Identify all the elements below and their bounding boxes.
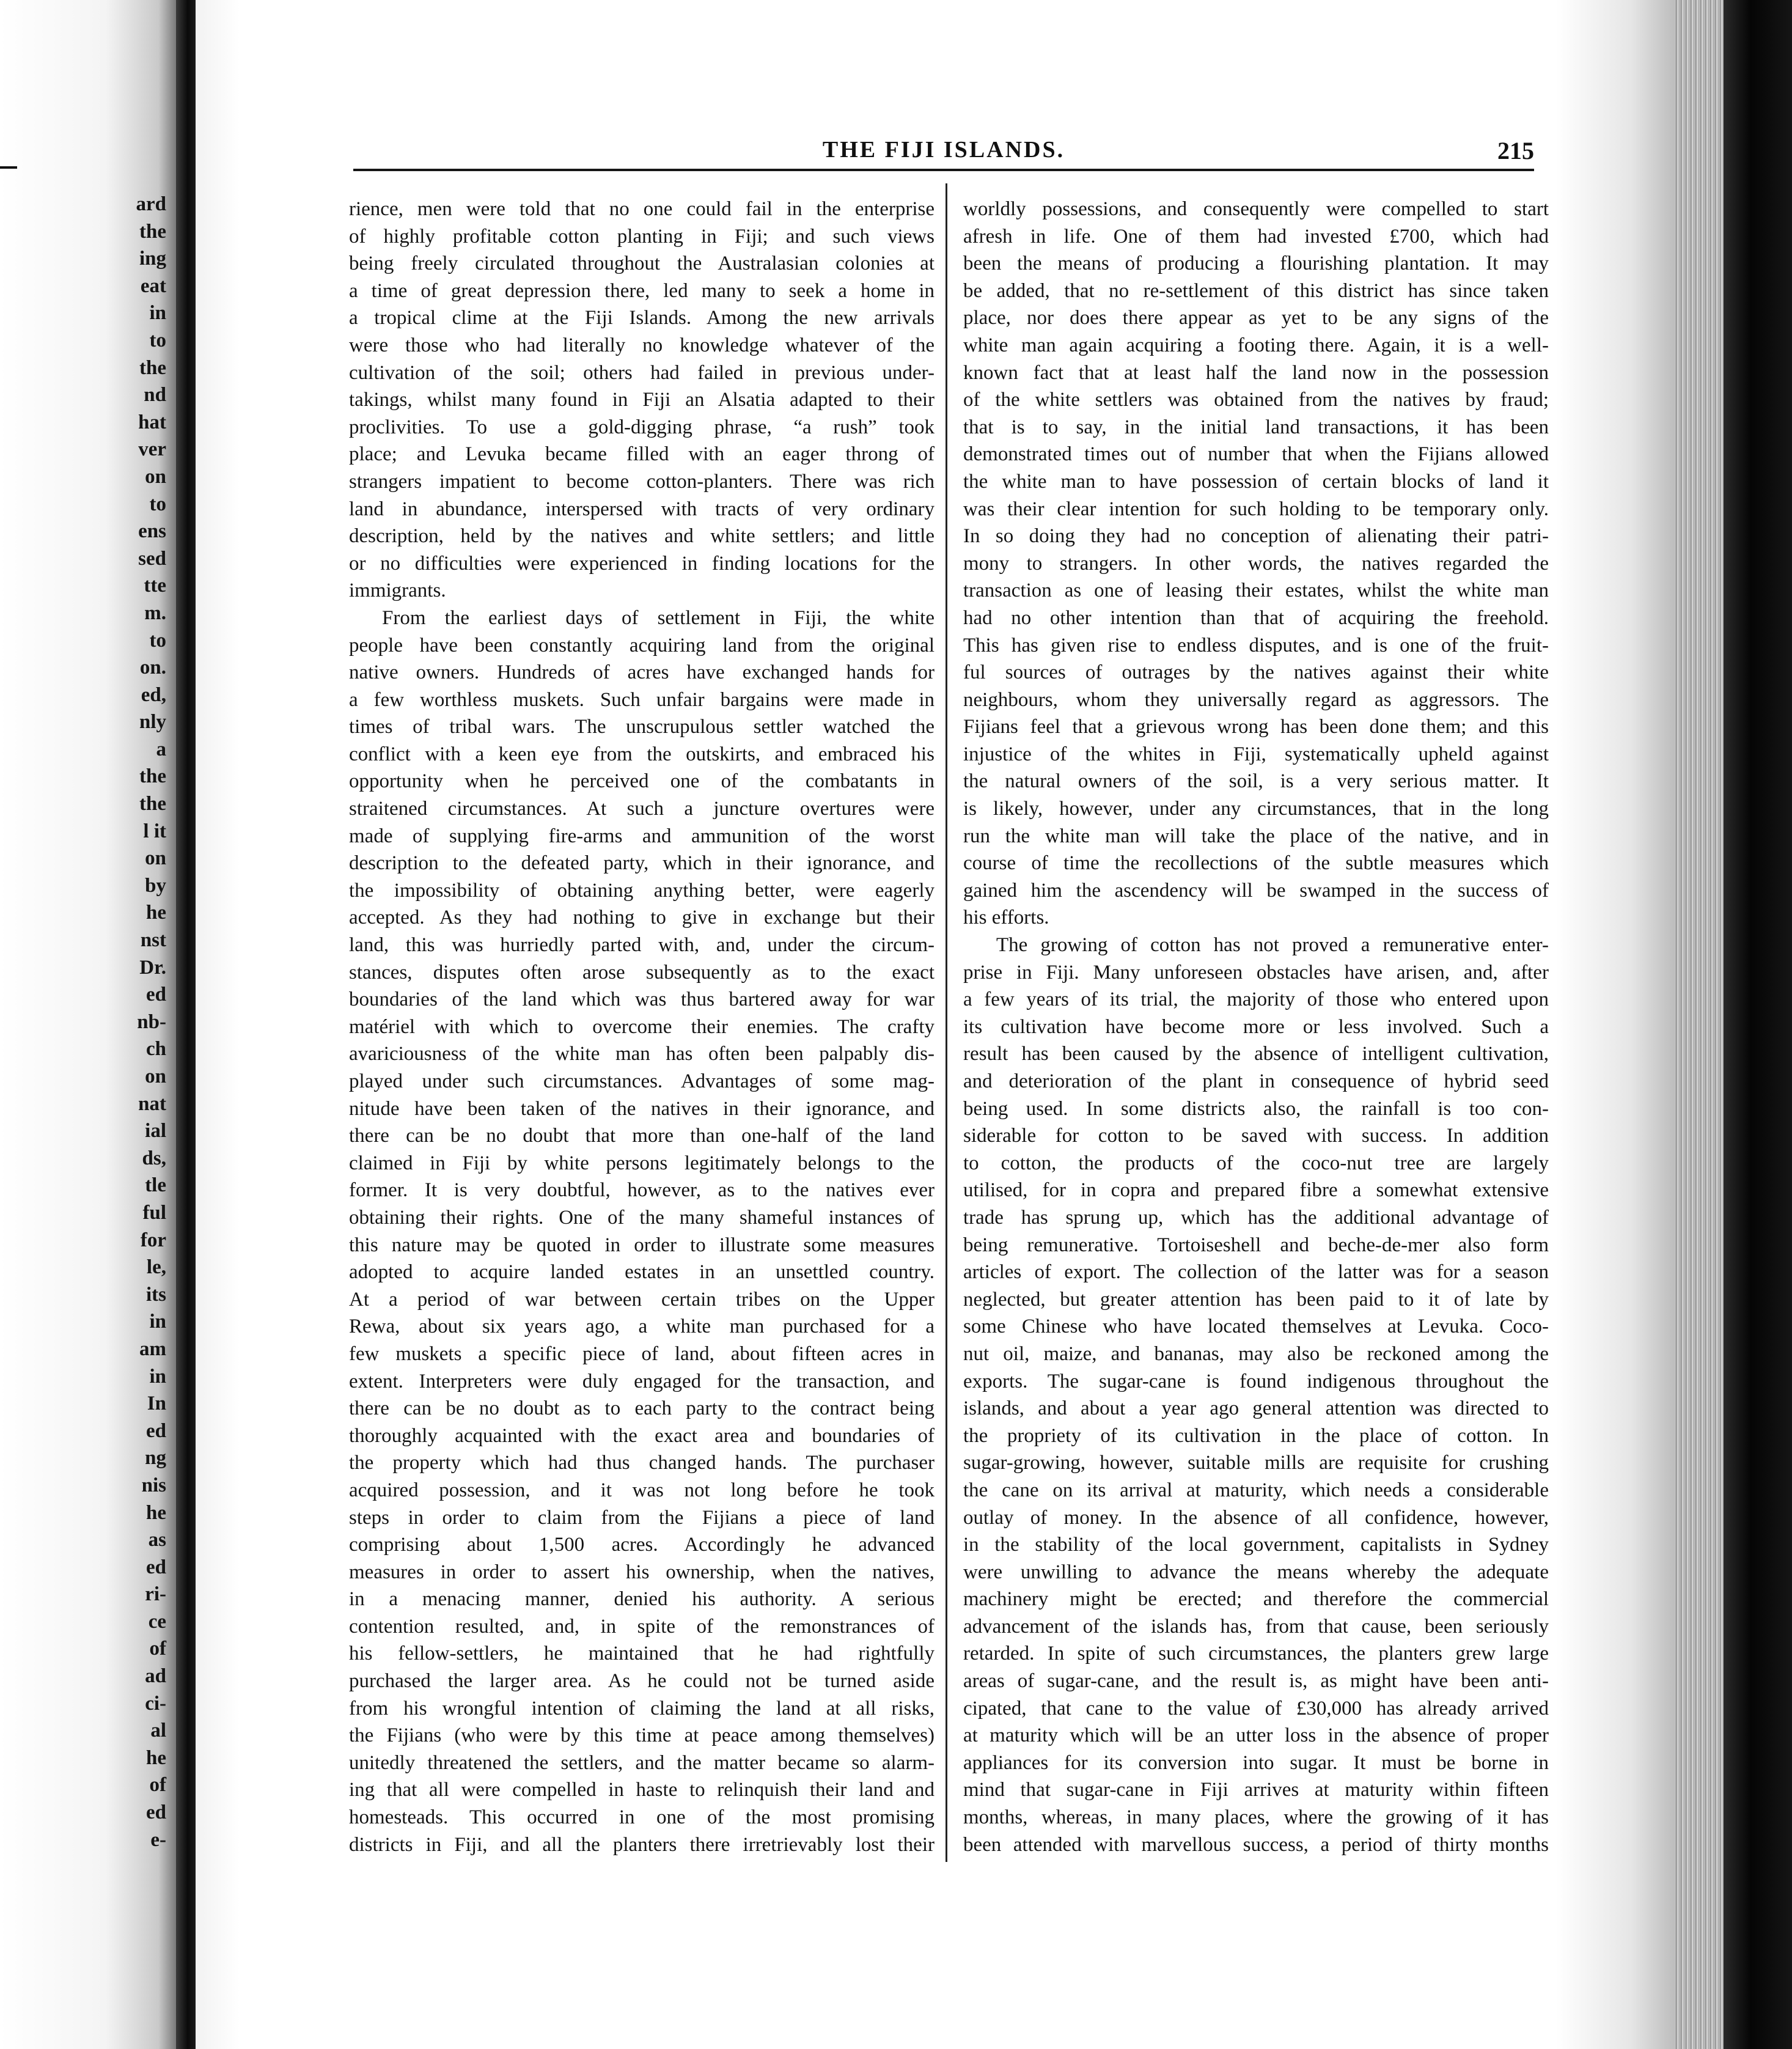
header-rule bbox=[353, 169, 1534, 171]
facing-page-fragment: ce bbox=[148, 1610, 166, 1633]
facing-page-fragment: on. bbox=[139, 657, 166, 679]
text-line: islands, and about a year ago general attention was directed to bbox=[963, 1397, 1549, 1420]
facing-page-fragment: for bbox=[140, 1229, 166, 1251]
text-line: at maturity which will be an utter loss in the absence of proper bbox=[963, 1724, 1549, 1747]
text-line: cultivation of the soil; others had failed in previous under- bbox=[349, 361, 935, 384]
facing-page-fragment: nat bbox=[138, 1092, 166, 1115]
facing-page-fragment: on bbox=[145, 1065, 166, 1087]
facing-page-fragment: Dr. bbox=[139, 956, 166, 979]
text-line: being freely circulated throughout the Australasian colonies at bbox=[349, 252, 935, 275]
facing-page-fragment: in bbox=[149, 1365, 166, 1388]
text-line: being remunerative. Tortoiseshell and beche-de-mer also form bbox=[963, 1234, 1549, 1256]
facing-page-fragment: to bbox=[149, 329, 166, 351]
text-line: course of time the recollections of the subtle measures which bbox=[963, 852, 1549, 875]
text-line: neighbours, whom they universally regard as aggressors. The bbox=[963, 688, 1549, 711]
facing-page-fragment: ful bbox=[142, 1201, 166, 1224]
text-line: place; and Levuka became filled with an eager throng of bbox=[349, 443, 935, 466]
text-line: its cultivation have become more or less involved. Such a bbox=[963, 1015, 1549, 1038]
text-line: a tropical clime at the Fiji Islands. Among the new arrivals bbox=[349, 307, 935, 329]
text-line: cipated, that cane to the value of £30,000 has already arrived bbox=[963, 1697, 1549, 1720]
text-line: unitedly threatened the settlers, and the matter became so alarm- bbox=[349, 1751, 935, 1774]
text-line: Rewa, about six years ago, a white man purchased for a bbox=[349, 1315, 935, 1338]
facing-page-fragment: In bbox=[147, 1392, 166, 1415]
text-line: the impossibility of obtaining anything better, were eagerly bbox=[349, 879, 935, 902]
text-line: of highly profitable cotton planting in Fiji; and such views bbox=[349, 225, 935, 248]
facing-page-fragment: as bbox=[148, 1529, 166, 1551]
facing-page-fragment: m. bbox=[144, 601, 166, 624]
text-line: This has given rise to endless disputes, and is one of the fruit- bbox=[963, 634, 1549, 657]
facing-page-fragment: e- bbox=[150, 1828, 166, 1851]
text-line: exports. The sugar-cane is found indigenous throughout the bbox=[963, 1370, 1549, 1392]
facing-page-fragment: le, bbox=[146, 1256, 166, 1279]
facing-page-fragment: ch bbox=[146, 1038, 166, 1061]
facing-page-fragment: ed bbox=[146, 1419, 166, 1442]
text-line: the Fijians (who were by this time at peace among themselves) bbox=[349, 1724, 935, 1747]
text-line: land, this was hurriedly parted with, and, under the circum- bbox=[349, 934, 935, 957]
facing-page-fragment: the bbox=[139, 356, 166, 379]
facing-page-fragment: ed bbox=[146, 1556, 166, 1578]
text-line: white man again acquiring a footing there. Again, it is a well- bbox=[963, 334, 1549, 356]
facing-page-fragment: hat bbox=[138, 411, 166, 433]
text-line: had no other intention than that of acquiring the freehold. bbox=[963, 606, 1549, 629]
text-line: strangers impatient to become cotton-planters. There was rich bbox=[349, 470, 935, 493]
facing-page-fragment: the bbox=[139, 765, 166, 788]
text-line: trade has sprung up, which has the additional advantage of bbox=[963, 1206, 1549, 1229]
facing-page-fragment: to bbox=[149, 493, 166, 515]
text-line: injustice of the whites in Fiji, systematically upheld against bbox=[963, 743, 1549, 765]
facing-page-fragment: eat bbox=[140, 274, 166, 297]
facing-page-fragment: a bbox=[156, 738, 166, 760]
facing-page-fragment: tte bbox=[144, 575, 166, 597]
facing-page-fragment: he bbox=[146, 1501, 166, 1524]
text-line: to cotton, the products of the coco-nut tree are largely bbox=[963, 1152, 1549, 1174]
text-line: in a menacing manner, denied his authority. A serious bbox=[349, 1588, 935, 1611]
text-line: his efforts. bbox=[963, 907, 1049, 929]
text-line: straitened circumstances. At such a juncture overtures were bbox=[349, 798, 935, 820]
book-spine bbox=[1724, 0, 1792, 2049]
facing-page-fragment: ed bbox=[146, 984, 166, 1006]
text-line: neglected, but greater attention has been paid to it of late by bbox=[963, 1288, 1549, 1311]
facing-page-fragment: l it bbox=[143, 820, 166, 842]
text-line: mony to strangers. In other words, the natives regarded the bbox=[963, 552, 1549, 575]
facing-page-fragment: tle bbox=[145, 1174, 166, 1197]
text-line: avariciousness of the white man has often been palpably dis- bbox=[349, 1043, 935, 1065]
facing-page-fragment: am bbox=[139, 1337, 166, 1360]
text-line: transaction as one of leasing their estates, whilst the white man bbox=[963, 579, 1549, 602]
text-line: description to the defeated party, which in their ignorance, and bbox=[349, 852, 935, 875]
text-line: accepted. As they had nothing to give in exchange but their bbox=[349, 907, 935, 929]
facing-page-fragment: nly bbox=[139, 711, 166, 734]
facing-page-fragment: the bbox=[139, 793, 166, 815]
text-line: being used. In some districts also, the rainfall is too con- bbox=[963, 1097, 1549, 1120]
text-line: is likely, however, under any circumstances, that in the long bbox=[963, 798, 1549, 820]
text-line: sugar-growing, however, suitable mills are requisite for crushing bbox=[963, 1452, 1549, 1474]
facing-page-text-fragments bbox=[136, 191, 167, 1853]
text-line: prise in Fiji. Many unforeseen obstacles have arisen, and, after bbox=[963, 961, 1549, 984]
text-line: The growing of cotton has not proved a remunerative enter- bbox=[996, 934, 1549, 957]
facing-page-fragment: in bbox=[149, 1311, 166, 1333]
facing-page-fragment: nb- bbox=[137, 1010, 166, 1033]
text-line: utilised, for in copra and prepared fibre a somewhat extensive bbox=[963, 1179, 1549, 1202]
text-line: gained him the ascendency will be swamped in the success of bbox=[963, 879, 1549, 902]
text-line: demonstrated times out of number that when the Fijians allowed bbox=[963, 443, 1549, 466]
facing-page-fragment: nis bbox=[141, 1474, 166, 1496]
text-line: takings, whilst many found in Fiji an Alsatia adapted to their bbox=[349, 389, 935, 411]
text-line: nitude have been taken of the natives in their ignorance, and bbox=[349, 1097, 935, 1120]
text-line: a few worthless muskets. Such unfair bargains were made in bbox=[349, 688, 935, 711]
text-line: times of tribal wars. The unscrupulous settler watched the bbox=[349, 716, 935, 738]
facing-page-fragment: ed, bbox=[141, 683, 166, 706]
facing-page-fragment: of bbox=[149, 1774, 166, 1797]
text-line: his fellow-settlers, he maintained that he had rightfully bbox=[349, 1643, 935, 1665]
text-line: comprising about 1,500 acres. Accordingly he advanced bbox=[349, 1534, 935, 1556]
text-line: proclivities. To use a gold-digging phrase, “a rush” took bbox=[349, 416, 935, 438]
text-line: rience, men were told that no one could fail in the enterprise bbox=[349, 198, 935, 220]
text-line: advancement of the islands has, from that cause, been seriously bbox=[963, 1615, 1549, 1638]
facing-page-fragment: on bbox=[145, 465, 166, 488]
facing-page-fragment: sed bbox=[138, 547, 166, 570]
book-gutter bbox=[176, 0, 196, 2049]
text-line: played under such circumstances. Advantages of some mag- bbox=[349, 1070, 935, 1092]
text-line: stances, disputes often arose subsequently as to the exact bbox=[349, 961, 935, 984]
text-line: ful sources of outrages by the natives against their white bbox=[963, 661, 1549, 684]
text-line: former. It is very doubtful, however, as to the natives ever bbox=[349, 1179, 935, 1202]
facing-page-fragment: ds, bbox=[142, 1147, 166, 1169]
column-divider bbox=[946, 183, 947, 1862]
facing-page-fragment: ng bbox=[145, 1447, 166, 1470]
text-line: there can be no doubt as to each party to the contract being bbox=[349, 1397, 935, 1420]
page-header bbox=[353, 130, 1534, 167]
text-line: and deterioration of the plant in consequence of hybrid seed bbox=[963, 1070, 1549, 1092]
text-line: adopted to acquire landed estates in an unsettled country. bbox=[349, 1261, 935, 1284]
facing-page-fragment: he bbox=[146, 902, 166, 924]
facing-page-fragment: ver bbox=[138, 438, 166, 461]
facing-page-fragment: ial bbox=[145, 1120, 166, 1142]
facing-page-fragment: ens bbox=[138, 520, 166, 543]
text-line: boundaries of the land which was thus bartered away for war bbox=[349, 988, 935, 1011]
text-line: run the white man will take the place of the native, and in bbox=[963, 825, 1549, 847]
text-line: native owners. Hundreds of acres have exchanged hands for bbox=[349, 661, 935, 684]
text-line: machinery might be erected; and therefore the commercial bbox=[963, 1588, 1549, 1611]
facing-page-fragment: ed bbox=[146, 1801, 166, 1824]
text-line: siderable for cotton to be saved with success. In addition bbox=[963, 1125, 1549, 1147]
text-line: land in abundance, interspersed with tracts of very ordinary bbox=[349, 498, 935, 520]
text-line: that is to say, in the initial land transactions, it has been bbox=[963, 416, 1549, 438]
text-line: matériel with which to overcome their enemies. The crafty bbox=[349, 1015, 935, 1038]
facing-page-rule bbox=[0, 166, 17, 169]
facing-page-fragment: ad bbox=[145, 1665, 166, 1688]
facing-page-fragment: the bbox=[139, 220, 166, 243]
text-line: the white man to have possession of certain blocks of land it bbox=[963, 470, 1549, 493]
text-line: were unwilling to advance the means whereby the adequate bbox=[963, 1561, 1549, 1583]
text-line: claimed in Fiji by white persons legitimately belongs to the bbox=[349, 1152, 935, 1174]
text-line: conflict with a keen eye from the outskirts, and embraced his bbox=[349, 743, 935, 765]
text-line: in the stability of the local government, capitalists in Sydney bbox=[963, 1534, 1549, 1556]
text-line: immigrants. bbox=[349, 579, 446, 602]
text-line: outlay of money. In the absence of all confidence, however, bbox=[963, 1506, 1549, 1529]
text-line: appliances for its conversion into sugar. It must be borne in bbox=[963, 1751, 1549, 1774]
facing-page-fragment: ci- bbox=[145, 1692, 166, 1715]
left-text-column bbox=[349, 196, 935, 1858]
text-line: the natural owners of the soil, is a very serious matter. It bbox=[963, 770, 1549, 793]
text-line: obtaining their rights. One of the many shameful instances of bbox=[349, 1206, 935, 1229]
text-line: was their clear intention for such holding to be temporary only. bbox=[963, 498, 1549, 520]
text-line: description, held by the natives and white settlers; and little bbox=[349, 525, 935, 548]
text-line: there can be no doubt that more than one-half of the land bbox=[349, 1125, 935, 1147]
text-line: been the means of producing a flourishing plantation. It may bbox=[963, 252, 1549, 275]
text-line: articles of export. The collection of the latter was for a season bbox=[963, 1261, 1549, 1284]
text-line: purchased the larger area. As he could not be turned aside bbox=[349, 1670, 935, 1693]
text-line: known fact that at least half the land now in the possession bbox=[963, 361, 1549, 384]
text-line: few muskets a specific piece of land, about fifteen acres in bbox=[349, 1342, 935, 1365]
running-title: THE FIJI ISLANDS. bbox=[822, 137, 1065, 163]
text-line: worldly possessions, and consequently were compelled to start bbox=[963, 198, 1549, 220]
text-line: people have been constantly acquiring land from the original bbox=[349, 634, 935, 657]
text-line: or no difficulties were experienced in finding locations for the bbox=[349, 552, 935, 575]
text-line: the cane on its arrival at maturity, which needs a considerable bbox=[963, 1479, 1549, 1501]
facing-page-fragment: nd bbox=[144, 384, 166, 406]
text-line: place, nor does there appear as yet to be any signs of the bbox=[963, 307, 1549, 329]
text-line: measures in order to assert his ownership, when the natives, bbox=[349, 1561, 935, 1583]
text-line: of the white settlers was obtained from the natives by fraud; bbox=[963, 389, 1549, 411]
text-line: be added, that no re-settlement of this district has since taken bbox=[963, 279, 1549, 302]
text-line: a few years of its trial, the majority of those who entered upon bbox=[963, 988, 1549, 1011]
text-line: Fijians feel that a grievous wrong has been done them; and this bbox=[963, 716, 1549, 738]
text-line: made of supplying fire-arms and ammunition of the worst bbox=[349, 825, 935, 847]
facing-page-fragment: nst bbox=[140, 929, 166, 952]
facing-page-fragment: its bbox=[146, 1283, 166, 1306]
text-line: From the earliest days of settlement in Fiji, the white bbox=[382, 606, 935, 629]
page-number: 215 bbox=[1497, 137, 1534, 164]
text-line: mind that sugar-cane in Fiji arrives at maturity within fifteen bbox=[963, 1779, 1549, 1801]
text-line: contention resulted, and, in spite of the remonstrances of bbox=[349, 1615, 935, 1638]
text-line: result has been caused by the absence of intelligent cultivation, bbox=[963, 1043, 1549, 1065]
text-line: the propriety of its cultivation in the place of cotton. In bbox=[963, 1424, 1549, 1447]
text-line: were those who had literally no knowledge whatever of the bbox=[349, 334, 935, 356]
facing-page-fragment: ard bbox=[136, 193, 166, 215]
text-line: homesteads. This occurred in one of the most promising bbox=[349, 1806, 935, 1829]
text-line: some Chinese who have located themselves at Levuka. Coco- bbox=[963, 1315, 1549, 1338]
facing-page-fragment: ri- bbox=[145, 1583, 166, 1606]
text-line: this nature may be quoted in order to illustrate some measures bbox=[349, 1234, 935, 1256]
text-line: districts in Fiji, and all the planters there irretrievably lost their bbox=[349, 1833, 935, 1856]
page-edges bbox=[1675, 0, 1724, 2049]
text-line: the property which had thus changed hands. The purchaser bbox=[349, 1452, 935, 1474]
text-line: retarded. In spite of such circumstances, the planters grew large bbox=[963, 1643, 1549, 1665]
text-line: afresh in life. One of them had invested £700, which had bbox=[963, 225, 1549, 248]
facing-page-fragment: in bbox=[149, 302, 166, 325]
text-line: steps in order to claim from the Fijians a piece of land bbox=[349, 1506, 935, 1529]
facing-page-fragment: he bbox=[146, 1746, 166, 1769]
right-text-column bbox=[963, 196, 1549, 1858]
facing-page-fragment: al bbox=[150, 1720, 166, 1742]
text-line: acquired possession, and it was not long before he took bbox=[349, 1479, 935, 1501]
facing-page-fragment: by bbox=[145, 874, 166, 897]
facing-page bbox=[0, 0, 176, 2049]
text-line: In so doing they had no conception of alienating their patri- bbox=[963, 525, 1549, 548]
text-line: from his wrongful intention of claiming the land at all risks, bbox=[349, 1697, 935, 1720]
text-line: nut oil, maize, and bananas, may also be reckoned among the bbox=[963, 1342, 1549, 1365]
text-line: opportunity when he perceived one of the combatants in bbox=[349, 770, 935, 793]
facing-page-fragment: on bbox=[145, 847, 166, 870]
facing-page-fragment: to bbox=[149, 629, 166, 652]
text-line: a time of great depression there, led many to seek a home in bbox=[349, 279, 935, 302]
text-line: extent. Interpreters were duly engaged for the transaction, and bbox=[349, 1370, 935, 1392]
text-line: At a period of war between certain tribes on the Upper bbox=[349, 1288, 935, 1311]
text-line: months, whereas, in many places, where the growing of it has bbox=[963, 1806, 1549, 1829]
facing-page-fragment: ing bbox=[139, 248, 166, 270]
text-line: been attended with marvellous success, a period of thirty months bbox=[963, 1833, 1549, 1856]
text-line: thoroughly acquainted with the exact area and boundaries of bbox=[349, 1424, 935, 1447]
text-line: areas of sugar-cane, and the result is, as might have been anti- bbox=[963, 1670, 1549, 1693]
text-line: ing that all were compelled in haste to relinquish their land and bbox=[349, 1779, 935, 1801]
facing-page-fragment: of bbox=[149, 1638, 166, 1660]
